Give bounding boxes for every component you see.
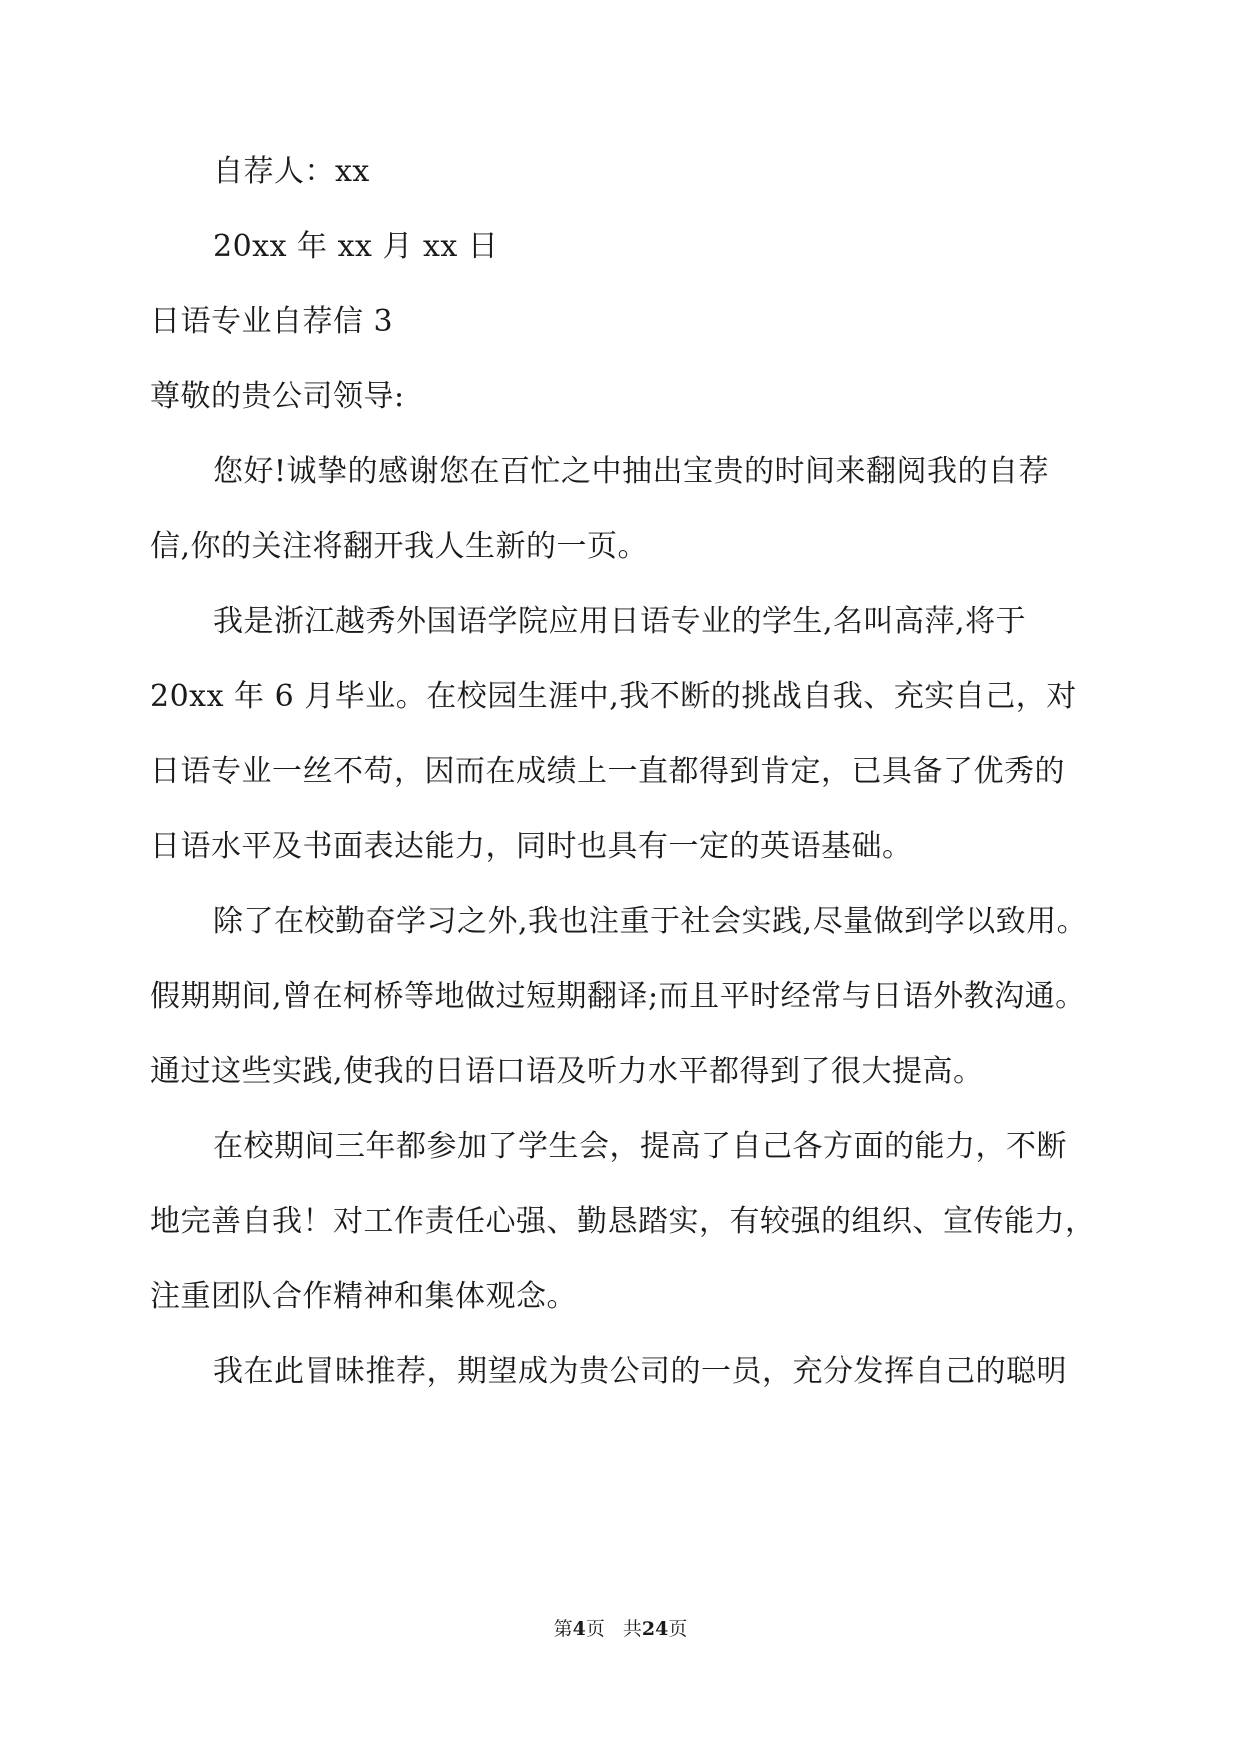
page-prefix: 第: [553, 1618, 573, 1640]
paragraph-5-line-1: 我在此冒昧推荐，期望成为贵公司的一员，充分发挥自己的聪明: [213, 1354, 1067, 1389]
paragraph-2-line-1: 我是浙江越秀外国语学院应用日语专业的学生,名叫高萍,将于: [213, 604, 1027, 639]
total-suffix: 页: [668, 1618, 688, 1640]
paragraph-3-line-3: 通过这些实践,使我的日语口语及听力水平都得到了很大提高。: [150, 1054, 984, 1089]
paragraph-4-line-3: 注重团队合作精神和集体观念。: [150, 1279, 577, 1314]
paragraph-1-line-1: 您好!诚挚的感谢您在百忙之中抽出宝贵的时间来翻阅我的自荐: [213, 454, 1050, 489]
paragraph-2-line-3: 日语专业一丝不苟，因而在成绩上一直都得到肯定，已具备了优秀的: [150, 754, 1065, 789]
paragraph-2-line-4: 日语水平及书面表达能力，同时也具有一定的英语基础。: [150, 829, 913, 864]
salutation: 尊敬的贵公司领导:: [150, 379, 405, 414]
recommender-signature: 自荐人：xx: [213, 154, 370, 189]
paragraph-2-line-2: 20xx 年 6 月毕业。在校园生涯中,我不断的挑战自我、充实自己，对: [150, 679, 1077, 714]
letter-date: 20xx 年 xx 月 xx 日: [213, 229, 499, 264]
page-suffix: 页: [585, 1618, 605, 1640]
total-prefix: 共: [622, 1618, 642, 1640]
page-footer: [0, 1617, 1241, 1641]
paragraph-3-line-2: 假期期间,曾在柯桥等地做过短期翻译;而且平时经常与日语外教沟通。: [150, 979, 1086, 1014]
total-pages: 24: [641, 1618, 669, 1640]
paragraph-1-line-2: 信,你的关注将翻开我人生新的一页。: [150, 529, 649, 564]
page-number: 4: [572, 1618, 586, 1640]
section-title: 日语专业自荐信 3: [150, 304, 394, 339]
paragraph-4-line-1: 在校期间三年都参加了学生会，提高了自己各方面的能力，不断: [213, 1129, 1067, 1164]
paragraph-4-line-2: 地完善自我！对工作责任心强、勤恳踏实，有较强的组织、宣传能力，: [150, 1204, 1096, 1239]
paragraph-3-line-1: 除了在校勤奋学习之外,我也注重于社会实践,尽量做到学以致用。: [213, 904, 1088, 939]
